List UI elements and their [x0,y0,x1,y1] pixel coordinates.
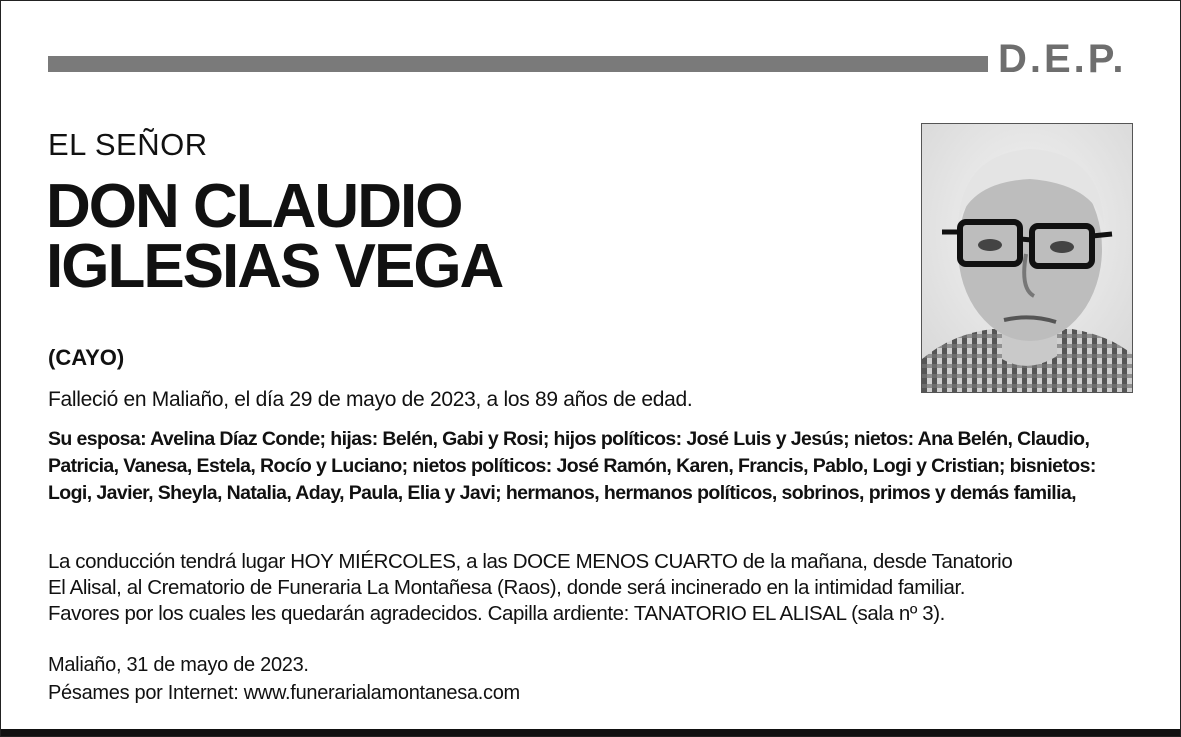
bottom-rule [1,729,1180,736]
service-line: La conducción tendrá lugar HOY MIÉRCOLES, a las DOCE MENOS CUARTO de la mañana, desde Tanatorio [48,550,1013,573]
place-date: Maliaño, 31 de mayo de 2023. [48,654,309,676]
service-line: El Alisal, al Crematorio de Funeraria La Montañesa (Raos), donde será incinerado en la intimidad familiar. [48,576,966,599]
dep-heading: D.E.P. [998,37,1127,81]
portrait-illustration [922,124,1133,393]
deceased-name-line2: IGLESIAS VEGA [46,232,503,301]
deceased-name [46,172,846,301]
deceased-title: EL SEÑOR [48,127,208,162]
deceased-nickname: (CAYO) [48,345,125,370]
condolences-website: Pésames por Internet: www.funerarialamontanesa.com [48,682,520,704]
death-statement: Falleció en Maliaño, el día 29 de mayo de 2023, a los 89 años de edad. [48,388,693,411]
deceased-name-line1: DON CLAUDIO [46,172,462,241]
service-line: Favores por los cuales les quedarán agradecidos. Capilla ardiente: TANATORIO EL ALISAL (sala nº 3). [48,602,945,625]
deceased-photo [921,123,1133,393]
family-list: Su esposa: Avelina Díaz Conde; hijas: Belén, Gabi y Rosi; hijos políticos: José Luis y Jesús; nietos: Ana Belén, Claudio, Patricia, Vanesa, Estela, Rocío y Luciano; nietos políticos: José Ramón, Karen, Francis, Pablo, Logi y Cristian; bisnietos: Logi, Javier, Sheyla, Natalia, Aday, Paula, Elia y Javi; hermanos, hermanos políticos, sobrinos, primos y demás familia, [48,428,1096,504]
service-details [48,549,1148,627]
header-bar [48,56,988,72]
